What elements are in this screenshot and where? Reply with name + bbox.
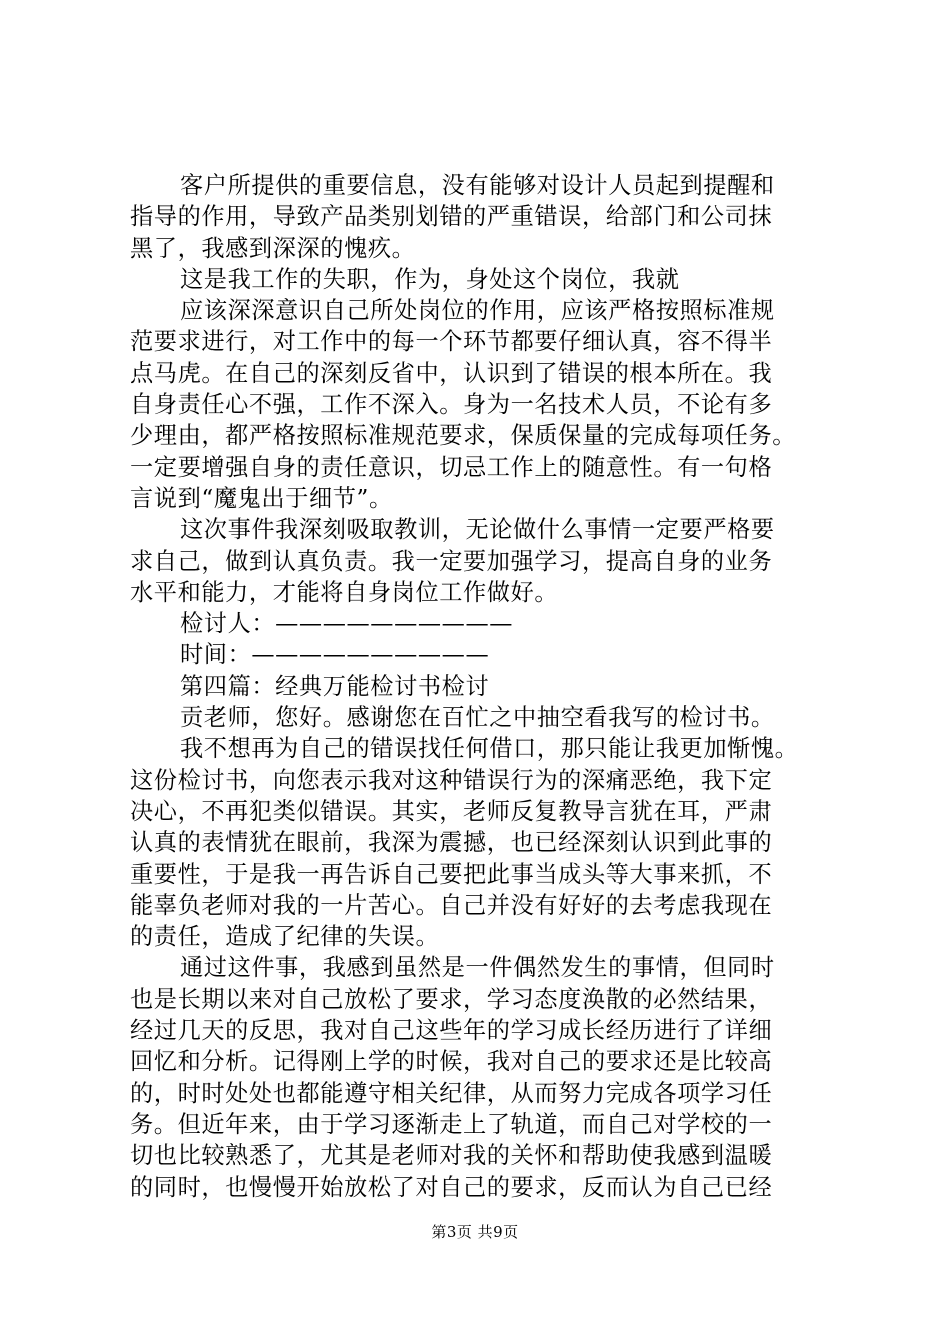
- text-line: 求自己，做到认真负责。我一定要加强学习，提高自身的业务: [130, 547, 773, 575]
- text-line: 的责任，造成了纪律的失误。: [130, 923, 440, 951]
- section-heading: 第四篇：经典万能检讨书检讨: [180, 672, 490, 700]
- text-line: 应该深深意识自己所处岗位的作用，应该严格按照标准规: [180, 297, 775, 325]
- text-line: 回忆和分析。记得刚上学的时候，我对自己的要求还是比较高: [130, 1048, 773, 1076]
- text-line: 这是我工作的失职，作为，身处这个岗位，我就: [180, 265, 680, 293]
- text-line: 务。但近年来，由于学习逐渐走上了轨道，而自己对学校的一: [130, 1110, 773, 1138]
- text-line: 这次事件我深刻吸取教训，无论做什么事情一定要严格要: [180, 516, 775, 544]
- text-line: 的，时时处处也都能遵守相关纪律，从而努力完成各项学习任: [130, 1079, 773, 1107]
- text-line: 通过这件事，我感到虽然是一件偶然发生的事情，但同时: [180, 954, 775, 982]
- text-line: 指导的作用，导致产品类别划错的严重错误，给部门和公司抹: [130, 203, 773, 231]
- text-line: 一定要增强自身的责任意识，切忌工作上的随意性。有一句格: [130, 453, 773, 481]
- date-line: 时间：——————————: [180, 641, 490, 669]
- text-line: 经过几天的反思，我对自己这些年的学习成长经历进行了详细: [130, 1017, 773, 1045]
- text-line: 水平和能力，才能将自身岗位工作做好。: [130, 578, 559, 606]
- text-line: 客户所提供的重要信息，没有能够对设计人员起到提醒和: [180, 172, 775, 199]
- text-line: 这份检讨书，向您表示我对这种错误行为的深痛恶绝，我下定: [130, 766, 773, 794]
- text-line: 自身责任心不强，工作不深入。身为一名技术人员，不论有多: [130, 391, 773, 419]
- text-line: 能辜负老师对我的一片苦心。自己并没有好好的去考虑我现在: [130, 891, 773, 919]
- text-line: 的同时，也慢慢开始放松了对自己的要求，反而认为自己已经: [130, 1173, 773, 1201]
- text-line: 重要性，于是我一再告诉自己要把此事当成头等大事来抓，不: [130, 860, 773, 888]
- text-line: 少理由，都严格按照标准规范要求，保质保量的完成每项任务。: [130, 422, 797, 450]
- text-line: 决心，不再犯类似错误。其实，老师反复教导言犹在耳，严肃: [130, 797, 773, 825]
- text-line: 认真的表情犹在眼前，我深为震撼，也已经深刻认识到此事的: [130, 829, 773, 857]
- text-line: 范要求进行，对工作中的每一个环节都要仔细认真，容不得半: [130, 328, 773, 356]
- signer-line: 检讨人：——————————: [180, 610, 514, 638]
- text-line: 我不想再为自己的错误找任何借口，那只能让我更加惭愧。: [180, 735, 799, 763]
- page-number: 第3页 共9页: [431, 1223, 519, 1241]
- page-footer: [0, 1222, 950, 1242]
- text-line: 言说到“魔鬼出于细节”。: [130, 484, 393, 512]
- body-text: [130, 170, 830, 1203]
- text-line: 切也比较熟悉了，尤其是老师对我的关怀和帮助使我感到温暖: [130, 1142, 773, 1170]
- salutation-line: 贡老师，您好。感谢您在百忙之中抽空看我写的检讨书。: [180, 704, 775, 732]
- text-line: 也是长期以来对自己放松了要求，学习态度涣散的必然结果，: [130, 985, 773, 1013]
- text-line: 点马虎。在自己的深刻反省中，认识到了错误的根本所在。我: [130, 359, 773, 387]
- text-line: 黑了，我感到深深的愧疚。: [130, 234, 416, 262]
